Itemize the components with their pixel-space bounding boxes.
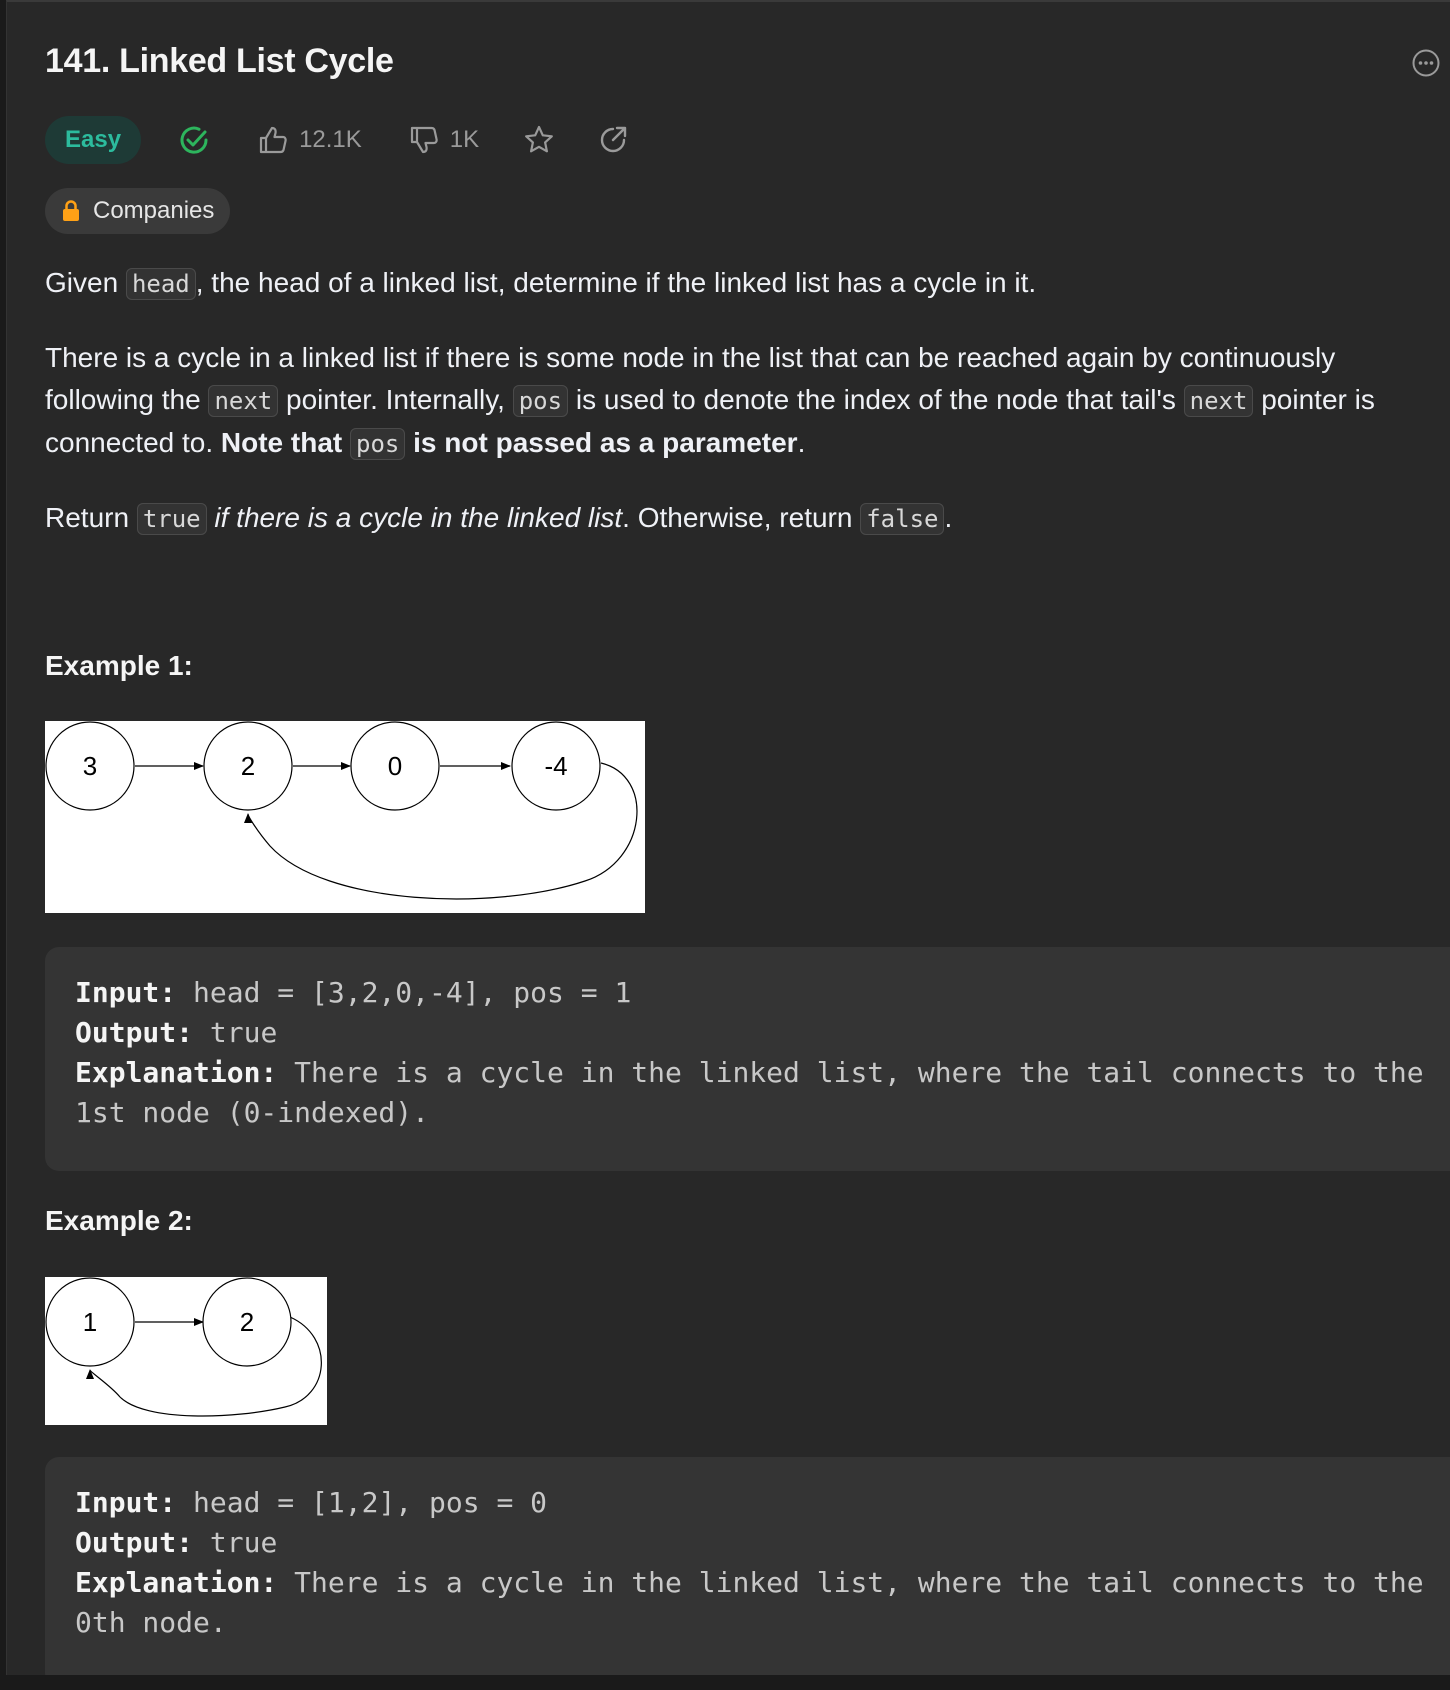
difficulty-badge: Easy	[45, 116, 141, 164]
lock-icon	[61, 200, 81, 222]
text: There is a cycle in a linked list if there is some node in the list that can be reached again by continuously following the	[45, 342, 1336, 415]
output-value: true	[193, 1526, 278, 1559]
description-paragraph-3	[45, 497, 1445, 540]
text: is used to denote the index of the node that tail's	[568, 384, 1184, 415]
bold-text: Note that	[220, 427, 351, 458]
text: .	[797, 427, 806, 458]
star-icon[interactable]	[523, 124, 555, 156]
share-icon[interactable]	[597, 124, 629, 156]
explanation-text: There is a cycle in the linked list, where the tail connects to the 0th node.	[75, 1566, 1441, 1639]
example-2-code	[45, 1457, 1450, 1675]
inline-code: false	[860, 503, 944, 535]
node-label: 0	[387, 751, 403, 781]
example-1-title: Example 1:	[45, 650, 193, 681]
problem-description-panel	[6, 0, 1450, 1675]
text: , the head of a linked list, determine if the linked list has a cycle in it.	[195, 267, 1037, 298]
companies-button[interactable]	[45, 188, 230, 234]
node-label: 1	[82, 1307, 98, 1337]
bold-text: is not passed as a parameter	[405, 427, 798, 458]
inline-code: next	[1184, 385, 1254, 417]
output-label: Output:	[75, 1526, 194, 1559]
inline-code: true	[137, 503, 207, 535]
example-2-title: Example 2:	[45, 1205, 193, 1236]
thumbs-down-icon	[408, 124, 440, 156]
like-count: 12.1K	[299, 126, 362, 153]
node-label: 2	[239, 1307, 255, 1337]
output-value: true	[193, 1016, 278, 1049]
description-paragraph-1	[45, 262, 1445, 305]
inline-code: pos	[350, 428, 405, 460]
text: .	[944, 502, 953, 533]
problem-meta-bar	[45, 116, 629, 164]
output-label: Output:	[75, 1016, 194, 1049]
input-value: head = [1,2], pos = 0	[176, 1486, 548, 1519]
text: . Otherwise, return	[622, 502, 861, 533]
inline-code: next	[208, 385, 278, 417]
example-2-diagram	[45, 1277, 327, 1425]
node-label: 3	[82, 751, 98, 781]
inline-code: pos	[513, 385, 568, 417]
node-label: 2	[240, 751, 256, 781]
dislike-count: 1K	[449, 126, 480, 153]
input-label: Input:	[75, 976, 177, 1009]
explanation-label: Explanation:	[75, 1566, 278, 1599]
node-label: -4	[544, 751, 568, 781]
thumbs-up-icon	[257, 124, 289, 156]
description-paragraph-2	[45, 337, 1445, 465]
text: pointer. Internally,	[278, 384, 513, 415]
input-value: head = [3,2,0,-4], pos = 1	[176, 976, 632, 1009]
explanation-text: There is a cycle in the linked list, where the tail connects to the 1st node (0-indexed).	[75, 1056, 1441, 1129]
check-circle-icon	[177, 123, 211, 157]
input-label: Input:	[75, 1486, 177, 1519]
like-button[interactable]	[257, 124, 362, 156]
italic-text: if there is a cycle in the linked list	[206, 502, 623, 533]
inline-code: head	[126, 268, 196, 300]
text: Return	[45, 502, 137, 533]
explanation-label: Explanation:	[75, 1056, 278, 1089]
example-1-diagram	[45, 721, 645, 913]
companies-label: Companies	[93, 197, 215, 224]
text: Given	[45, 267, 126, 298]
problem-description	[45, 262, 1445, 572]
text: pointer is connected to.	[45, 384, 1375, 458]
dislike-button[interactable]	[408, 124, 479, 156]
problem-title: 141. Linked List Cycle	[45, 42, 394, 80]
more-icon[interactable]	[1411, 48, 1441, 78]
example-1-code	[45, 947, 1450, 1171]
